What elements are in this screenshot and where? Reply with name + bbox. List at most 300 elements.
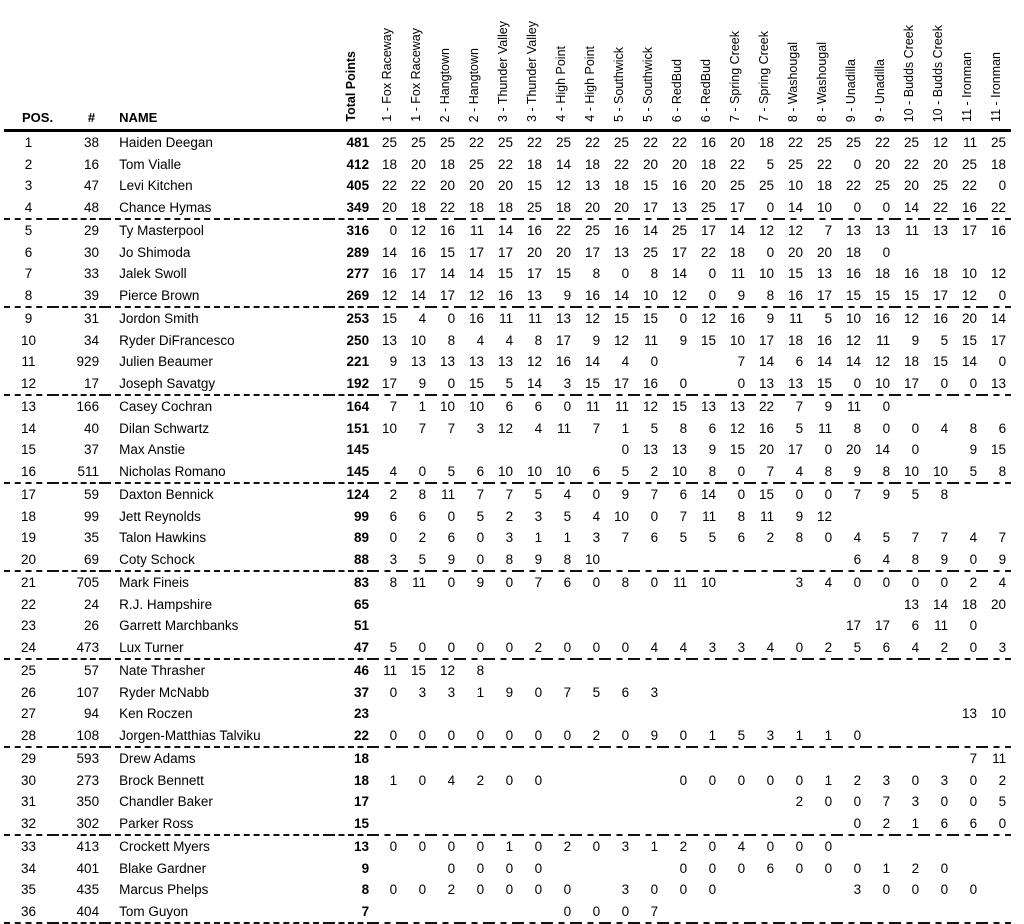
moto-score-cell: 22 [498, 156, 514, 172]
moto-score-cell: 4 [940, 420, 949, 436]
rider-row [4, 242, 1011, 264]
moto-score-cell [895, 659, 924, 682]
moto-score-cell: 11 [702, 508, 717, 524]
moto-score-cell: 14 [875, 442, 891, 458]
rider-row [4, 594, 1011, 616]
moto-score-cell: 7 [911, 530, 920, 546]
moto-score-cell [779, 615, 808, 637]
moto-score-cell: 4 [998, 575, 1007, 591]
col-header-round [866, 0, 895, 131]
rider-number-cell: 302 [53, 813, 105, 836]
moto-score-cell [721, 571, 750, 594]
total-points-cell: 18 [354, 772, 370, 788]
moto-score-cell: 0 [389, 223, 398, 239]
rider-row [4, 835, 1011, 858]
col-header-round [431, 0, 460, 131]
moto-score-cell: 17 [556, 332, 572, 348]
moto-score-cell [518, 791, 547, 813]
moto-score-cell [982, 682, 1011, 704]
moto-score-cell [779, 703, 808, 725]
total-points-cell: 289 [346, 244, 370, 260]
col-header-num: # [53, 0, 105, 131]
moto-score-cell: 4 [895, 637, 924, 660]
moto-score-cell [373, 615, 402, 637]
moto-score-cell: 12 [527, 354, 543, 370]
moto-score-cell: 8 [982, 461, 1011, 484]
moto-score-cell [518, 813, 547, 836]
moto-score-cell: 3 [650, 684, 659, 700]
moto-score-cell: 0 [853, 156, 862, 172]
rider-name-cell: Chance Hymas [105, 197, 329, 220]
moto-score-cell: 25 [846, 135, 862, 151]
moto-score-cell [576, 747, 605, 770]
moto-score-cell: 10 [469, 399, 485, 415]
moto-score-cell: 2 [911, 860, 920, 876]
rider-name-cell: Joseph Savatgy [105, 373, 329, 396]
rider-row [4, 285, 1011, 308]
moto-score-cell: 14 [672, 266, 688, 282]
moto-score-cell [634, 813, 663, 836]
moto-score-cell: 13 [982, 373, 1011, 396]
position-cell: 20 [4, 549, 53, 572]
rider-name-cell: Nicholas Romano [105, 461, 329, 484]
moto-score-cell: 17 [498, 244, 514, 260]
moto-score-cell: 13 [556, 311, 572, 327]
moto-score-cell: 17 [605, 373, 634, 396]
moto-score-cell: 8 [476, 663, 485, 679]
moto-score-cell [634, 615, 663, 637]
moto-score-cell: 16 [875, 311, 891, 327]
moto-score-cell: 8 [489, 549, 518, 572]
moto-score-cell: 17 [701, 223, 717, 239]
moto-score-cell [982, 483, 1011, 506]
moto-score-cell: 0 [534, 860, 543, 876]
moto-score-cell: 2 [389, 487, 398, 503]
moto-score-cell: 15 [837, 285, 866, 308]
moto-score-cell: 25 [933, 178, 949, 194]
moto-score-cell: 10 [846, 311, 862, 327]
moto-score-cell: 0 [708, 882, 717, 898]
moto-score-cell: 3 [940, 772, 949, 788]
rider-name-cell: Blake Gardner [119, 860, 207, 876]
moto-score-cell: 12 [498, 420, 514, 436]
moto-score-cell [779, 682, 808, 704]
moto-score-cell [518, 747, 547, 770]
moto-score-cell: 8 [534, 332, 543, 348]
moto-score-cell [895, 682, 924, 704]
moto-score-cell: 0 [824, 860, 833, 876]
round-label: 1 - Fox Raceway [409, 28, 424, 122]
moto-score-cell [605, 615, 634, 637]
round-label: 4 - High Point [554, 46, 569, 122]
moto-score-cell: 9 [389, 354, 398, 370]
moto-score-cell: 17 [808, 285, 837, 308]
rider-number-cell: 593 [76, 751, 100, 767]
moto-score-cell [547, 615, 576, 637]
position-cell: 11 [21, 354, 36, 370]
moto-score-cell [431, 439, 460, 461]
moto-score-cell: 9 [924, 549, 953, 572]
moto-score-cell [692, 373, 721, 396]
moto-score-cell [721, 879, 750, 901]
col-header-round [489, 0, 518, 131]
moto-score-cell: 16 [382, 266, 398, 282]
total-points-cell: 151 [346, 420, 370, 436]
moto-score-cell: 0 [476, 530, 485, 546]
moto-score-cell [982, 879, 1011, 901]
position-cell: 30 [21, 772, 37, 788]
moto-score-cell: 10 [962, 266, 978, 282]
moto-score-cell: 9 [476, 575, 485, 591]
moto-score-cell: 12 [373, 285, 402, 308]
moto-score-cell: 16 [469, 311, 485, 327]
moto-score-cell [692, 615, 721, 637]
moto-score-cell: 0 [866, 197, 895, 220]
col-header-round [634, 0, 663, 131]
moto-score-cell: 12 [788, 223, 804, 239]
moto-score-cell: 3 [882, 772, 891, 788]
round-label: 8 - Washougal [815, 41, 830, 122]
position-cell: 17 [21, 487, 37, 503]
moto-score-cell: 1 [895, 813, 924, 836]
rider-row [4, 351, 1011, 373]
moto-score-cell [837, 703, 866, 725]
rider-row [4, 682, 1011, 704]
moto-score-cell: 11 [644, 332, 659, 348]
moto-score-cell: 14 [643, 223, 659, 239]
position-cell: 21 [21, 575, 37, 591]
moto-score-cell: 1 [476, 684, 485, 700]
moto-score-cell: 13 [730, 399, 746, 415]
moto-score-cell: 25 [904, 135, 920, 151]
round-label: 6 - RedBud [670, 58, 685, 122]
moto-score-cell: 2 [634, 461, 663, 484]
moto-score-cell: 3 [750, 725, 779, 748]
position-cell: 31 [21, 794, 37, 810]
moto-score-cell: 11 [470, 223, 485, 239]
moto-score-cell [663, 682, 692, 704]
moto-score-cell: 8 [679, 420, 688, 436]
rider-number-cell: 34 [84, 332, 100, 348]
col-header-round [692, 0, 721, 131]
moto-score-cell [663, 351, 692, 373]
moto-score-cell: 25 [411, 135, 427, 151]
rider-number-cell: 37 [84, 442, 100, 458]
moto-score-cell: 5 [592, 684, 601, 700]
moto-score-cell: 0 [592, 839, 601, 855]
moto-score-cell: 8 [547, 549, 576, 572]
rider-name-cell: Chandler Baker [119, 794, 213, 810]
moto-score-cell: 16 [672, 178, 688, 194]
moto-score-cell: 10 [808, 197, 837, 220]
rider-number-cell: 108 [53, 725, 105, 748]
moto-score-cell: 0 [447, 839, 456, 855]
moto-score-cell: 8 [692, 461, 721, 484]
moto-score-cell: 13 [382, 332, 398, 348]
moto-score-cell [750, 703, 779, 725]
moto-score-cell [518, 659, 547, 682]
moto-score-cell: 18 [440, 156, 456, 172]
moto-score-cell: 17 [962, 223, 978, 239]
moto-score-cell: 15 [460, 373, 489, 396]
moto-score-cell [547, 594, 576, 616]
rider-name-cell: Nate Thrasher [119, 663, 206, 679]
moto-score-cell: 15 [701, 332, 717, 348]
moto-score-cell: 7 [563, 684, 572, 700]
moto-score-cell: 0 [389, 882, 398, 898]
moto-score-cell [373, 439, 402, 461]
moto-score-cell: 0 [837, 373, 866, 396]
moto-score-cell: 15 [933, 354, 949, 370]
moto-score-cell: 0 [389, 839, 398, 855]
moto-score-cell [750, 615, 779, 637]
rider-name-cell: Ty Masterpool [119, 223, 204, 239]
moto-score-cell: 22 [846, 178, 862, 194]
moto-score-cell [808, 594, 837, 616]
moto-score-cell: 4 [634, 637, 663, 660]
moto-score-cell: 0 [953, 549, 982, 572]
moto-score-cell: 18 [701, 156, 717, 172]
moto-score-cell [402, 703, 431, 725]
moto-score-cell [808, 682, 837, 704]
moto-score-cell [431, 594, 460, 616]
moto-score-cell: 13 [643, 442, 659, 458]
moto-score-cell: 7 [505, 487, 514, 503]
moto-score-cell [953, 242, 982, 264]
moto-score-cell: 2 [447, 882, 456, 898]
moto-score-cell [750, 791, 779, 813]
moto-score-cell [576, 615, 605, 637]
moto-score-cell: 10 [663, 461, 692, 484]
moto-score-cell: 11 [383, 663, 398, 679]
moto-score-cell: 4 [563, 487, 572, 503]
moto-score-cell: 17 [991, 332, 1007, 348]
rider-number-cell: 413 [76, 839, 100, 855]
moto-score-cell: 0 [911, 772, 920, 788]
col-header-round [721, 0, 750, 131]
rider-number-cell: 30 [84, 244, 100, 260]
moto-score-cell [460, 594, 489, 616]
moto-score-cell [779, 879, 808, 901]
moto-score-cell: 17 [373, 373, 402, 396]
rider-name-cell: Coty Schock [105, 549, 329, 572]
moto-score-cell: 16 [556, 354, 572, 370]
rider-name-cell: Ryder DiFrancesco [119, 332, 235, 348]
rider-number-cell: 57 [84, 663, 100, 679]
moto-score-cell: 9 [969, 442, 978, 458]
moto-score-cell: 4 [621, 354, 630, 370]
moto-score-cell: 12 [730, 420, 746, 436]
moto-score-cell: 10 [489, 461, 518, 484]
moto-score-cell: 18 [788, 332, 804, 348]
moto-score-cell: 14 [895, 197, 924, 220]
moto-score-cell: 11 [441, 487, 456, 503]
moto-score-cell: 0 [853, 860, 862, 876]
moto-score-cell: 8 [895, 549, 924, 572]
moto-score-cell [750, 571, 779, 594]
moto-score-cell [924, 659, 953, 682]
moto-score-cell: 6 [911, 618, 920, 634]
moto-score-cell: 9 [547, 285, 576, 308]
moto-score-cell [953, 725, 982, 748]
col-header-round [779, 0, 808, 131]
moto-score-cell: 0 [518, 725, 547, 748]
col-header-round [373, 0, 402, 131]
moto-score-cell: 8 [853, 420, 862, 436]
total-points-cell: 277 [346, 266, 370, 282]
moto-score-cell: 0 [882, 420, 891, 436]
moto-score-cell: 25 [585, 223, 601, 239]
points-standings-table [4, 0, 1011, 924]
moto-score-cell: 8 [389, 575, 398, 591]
rider-row [4, 483, 1011, 506]
moto-score-cell: 4 [476, 332, 485, 348]
moto-score-cell: 20 [846, 442, 862, 458]
moto-score-cell: 0 [998, 178, 1007, 194]
moto-score-cell: 0 [721, 373, 750, 396]
moto-score-cell: 5 [534, 487, 543, 503]
moto-score-cell [431, 615, 460, 637]
moto-score-cell [576, 791, 605, 813]
moto-score-cell: 7 [621, 530, 630, 546]
moto-score-cell: 0 [824, 487, 833, 503]
moto-score-cell: 25 [817, 135, 833, 151]
moto-score-cell: 0 [998, 354, 1007, 370]
rider-name-cell: Ken Roczen [119, 706, 193, 722]
moto-score-cell: 14 [498, 223, 514, 239]
moto-score-cell: 7 [795, 399, 804, 415]
moto-score-cell: 4 [447, 772, 456, 788]
moto-score-cell [605, 791, 634, 813]
moto-score-cell [866, 835, 895, 858]
moto-score-cell: 25 [440, 135, 456, 151]
rider-name-cell: Max Anstie [119, 442, 186, 458]
moto-score-cell [518, 615, 547, 637]
moto-score-cell [576, 439, 605, 461]
moto-score-cell: 15 [991, 442, 1007, 458]
rider-name-cell: Marcus Phelps [119, 882, 209, 898]
rider-row [4, 879, 1011, 901]
moto-score-cell [460, 813, 489, 836]
moto-score-cell: 4 [750, 637, 779, 660]
moto-score-cell [489, 813, 518, 836]
moto-score-cell [750, 549, 779, 572]
moto-score-cell: 9 [505, 684, 514, 700]
moto-score-cell: 0 [650, 508, 659, 524]
moto-score-cell: 25 [672, 223, 688, 239]
moto-score-cell: 0 [534, 684, 543, 700]
moto-score-cell: 5 [605, 461, 634, 484]
moto-score-cell: 13 [469, 354, 485, 370]
moto-score-cell [489, 791, 518, 813]
position-cell: 28 [4, 725, 53, 748]
moto-score-cell: 1 [505, 839, 514, 855]
moto-score-cell: 25 [692, 197, 721, 220]
total-points-cell: 221 [346, 354, 370, 370]
moto-score-cell: 0 [402, 637, 431, 660]
moto-score-cell: 17 [634, 197, 663, 220]
moto-score-cell [576, 703, 605, 725]
moto-score-cell [576, 813, 605, 836]
moto-score-cell: 14 [518, 373, 547, 396]
moto-score-cell: 6 [766, 860, 775, 876]
moto-score-cell: 18 [527, 156, 543, 172]
position-cell: 14 [21, 420, 37, 436]
moto-score-cell: 0 [679, 882, 688, 898]
rider-name-cell: Dilan Schwartz [119, 420, 210, 436]
moto-score-cell [547, 439, 576, 461]
moto-score-cell [634, 858, 663, 880]
moto-score-cell: 15 [643, 311, 659, 327]
moto-score-cell: 0 [795, 487, 804, 503]
total-points-cell: 13 [354, 839, 370, 855]
moto-score-cell: 17 [431, 285, 460, 308]
col-header-round [518, 0, 547, 131]
moto-score-cell: 17 [585, 244, 601, 260]
moto-score-cell [460, 703, 489, 725]
moto-score-cell: 22 [962, 178, 978, 194]
total-points-cell: 88 [329, 549, 373, 572]
moto-score-cell: 8 [592, 266, 601, 282]
moto-score-cell: 11 [992, 751, 1007, 767]
moto-score-cell [431, 747, 460, 770]
moto-score-cell: 0 [431, 373, 460, 396]
moto-score-cell: 15 [730, 442, 746, 458]
moto-score-cell: 15 [411, 663, 427, 679]
moto-score-cell [431, 813, 460, 836]
rider-row [4, 263, 1011, 285]
moto-score-cell: 8 [447, 332, 456, 348]
moto-score-cell [866, 506, 895, 528]
moto-score-cell: 15 [556, 266, 572, 282]
moto-score-cell: 18 [759, 135, 775, 151]
round-label: 2 - Hangtown [438, 47, 453, 122]
rider-row [4, 747, 1011, 770]
position-cell: 29 [21, 751, 37, 767]
moto-score-cell: 20 [701, 178, 717, 194]
moto-score-cell: 0 [534, 839, 543, 855]
moto-score-cell [576, 858, 605, 880]
moto-score-cell [373, 858, 402, 880]
total-points-cell: 164 [346, 399, 370, 415]
rider-number-cell: 47 [84, 178, 100, 194]
moto-score-cell: 25 [643, 244, 659, 260]
moto-score-cell: 9 [708, 442, 717, 458]
moto-score-cell: 9 [837, 461, 866, 484]
moto-score-cell [692, 659, 721, 682]
moto-score-cell [953, 835, 982, 858]
moto-score-cell: 18 [933, 266, 949, 282]
moto-score-cell: 0 [940, 794, 949, 810]
moto-score-cell: 6 [866, 637, 895, 660]
moto-score-cell: 22 [614, 156, 630, 172]
moto-score-cell: 20 [672, 156, 688, 172]
moto-score-cell: 1 [824, 772, 833, 788]
moto-score-cell [634, 549, 663, 572]
moto-score-cell: 22 [469, 135, 485, 151]
moto-score-cell [402, 747, 431, 770]
moto-score-cell: 17 [411, 266, 427, 282]
moto-score-cell [605, 703, 634, 725]
position-cell: 6 [24, 244, 33, 260]
moto-score-cell [692, 813, 721, 836]
moto-score-cell: 13 [779, 373, 808, 396]
moto-score-cell: 25 [759, 178, 775, 194]
moto-score-cell: 0 [679, 860, 688, 876]
moto-score-cell: 0 [460, 637, 489, 660]
moto-score-cell: 12 [663, 285, 692, 308]
moto-score-cell: 6 [576, 461, 605, 484]
